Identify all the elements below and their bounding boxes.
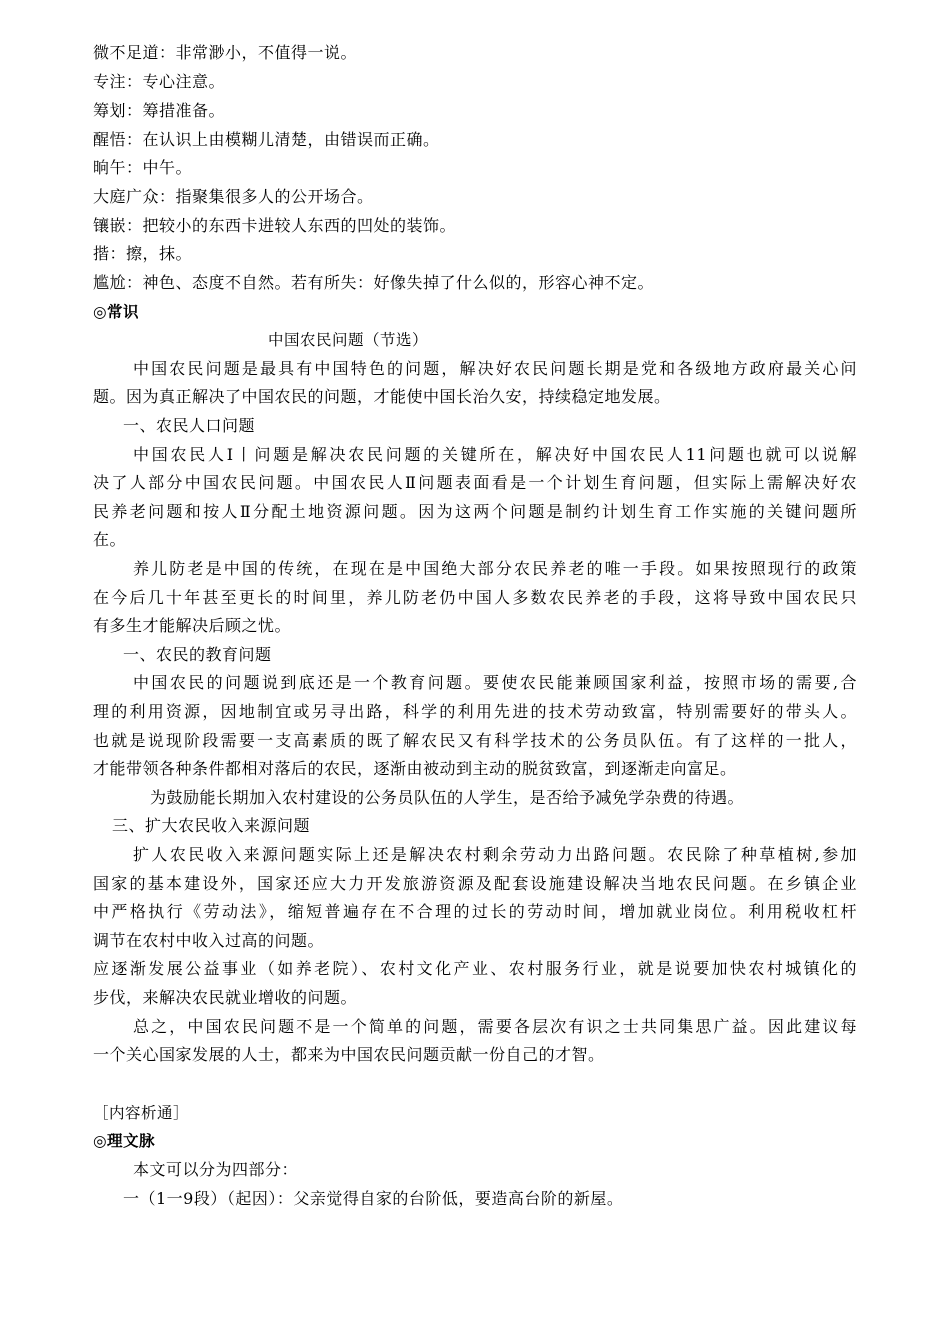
paragraph-line: 在。 [93, 530, 127, 549]
vocab-line: 筹划：筹措准备。 [93, 101, 226, 120]
subheading: 三、扩大农民收入来源问题 [112, 816, 311, 835]
vocab-line: 晌午：中午。 [93, 158, 193, 177]
vocab-line: 专注：专心注意。 [93, 72, 226, 91]
vocab-line: 揩：擦，抹。 [93, 244, 193, 263]
paragraph-line: 题。因为真正解决了中国农民的问题，才能使中国长治久安，持续稳定地发展。 [93, 387, 671, 406]
paragraph-line: 民养老问题和按人Ⅱ分配土地资源问题。因为这两个问题是制约计划生育工作实施的关键问题所 [93, 502, 857, 521]
vocab-line: 尴尬：神色、态度不自然。若有所失：好像失掉了什么似的，形容心神不定。 [93, 273, 655, 292]
paragraph-line: 一个关心国家发展的人士，都来为中国农民问题贡献一份自己的才智。 [93, 1045, 605, 1064]
paragraph-line: 理的利用资源，因地制宜或另寻出路，科学的利用先进的技术劳动致富，特别需要好的带头人。 [93, 702, 857, 721]
vocab-line: 微不足道：非常渺小，不值得一说。 [93, 43, 358, 62]
paragraph-line: 扩人农民收入来源问题实际上还是解决农村剩余劳动力出路问题。农民除了种草植树,参加 [133, 845, 857, 864]
paragraph-line: 为鼓励能长期加入农村建设的公务员队伍的人学生，是否给予减免学杂费的待遇。 [150, 788, 745, 807]
paragraph-line: 调节在农村中收入过高的问题。 [93, 931, 325, 950]
paragraph-line: 应逐渐发展公益事业（如养老院）、农村文化产业、农村服务行业，就是说要加快农村城镇化的 [93, 959, 857, 978]
subheading: 一、农民人口问题 [123, 416, 256, 435]
paragraph-line: 中国农民人I丨问题是解决农民问题的关键所在，解决好中国农民人11问题也就可以说解 [133, 445, 857, 464]
subheading: 一、农民的教育问题 [123, 645, 272, 664]
paragraph-line: 才能带领各种条件都相对落后的农民，逐渐由被动到主动的脱贫致富，到逐渐走向富足。 [93, 759, 737, 778]
paragraph-line: 也就是说现阶段需要一支高素质的既了解农民又有科学技术的公务员队伍。有了这样的一批人， [93, 731, 857, 750]
vocab-line: 大庭广众：指聚集很多人的公开场合。 [93, 187, 374, 206]
section-heading-content: ［内容析通］ [93, 1104, 190, 1122]
section-heading-structure: ◎理文脉 [93, 1132, 156, 1150]
structure-part: 一（1一9段）（起因）：父亲觉得自家的台阶低，要造高台阶的新屋。 [123, 1189, 624, 1208]
article-title: 中国农民问题（节选） [268, 331, 429, 349]
paragraph-line: 决了人部分中国农民问题。中国农民人Ⅱ问题表面看是一个计划生育问题，但实际上需解决好农 [93, 473, 857, 492]
section-heading-common: ◎常识 [93, 303, 140, 321]
paragraph-line: 中国农民的问题说到底还是一个教育问题。要使农民能兼顾国家利益，按照市场的需要,合 [133, 673, 857, 692]
paragraph-line: 在今后几十年甚至更长的时间里，养儿防老仍中国人多数农民养老的手段，这将导致中国农民只 [93, 588, 857, 607]
paragraph-line: 有多生才能解决后顾之忧。 [93, 616, 292, 635]
vocab-line: 镶嵌：把较小的东西卡进较人东西的凹处的装饰。 [93, 216, 457, 235]
paragraph-line: 中严格执行《劳动法》，缩短普遍存在不合理的过长的劳动时间，增加就业岗位。利用税收杠杆 [93, 902, 857, 921]
paragraph-line: 养儿防老是中国的传统，在现在是中国绝大部分农民养老的唯一手段。如果按照现行的政策 [133, 559, 857, 578]
paragraph-line: 中国农民问题是最具有中国特色的问题，解决好农民问题长期是党和各级地方政府最关心问 [133, 359, 857, 378]
paragraph-line: 国家的基本建设外，国家还应大力开发旅游资源及配套设施建设解决当地农民问题。在乡镇企业 [93, 874, 857, 893]
paragraph-line: 步伐，来解决农民就业增收的问题。 [93, 988, 358, 1007]
structure-intro: 本文可以分为四部分： [133, 1160, 299, 1179]
paragraph-line: 总之，中国农民问题不是一个简单的问题，需要各层次有识之士共同集思广益。因此建议每 [133, 1017, 857, 1036]
vocab-line: 醒悟：在认识上由模糊儿清楚，由错误而正确。 [93, 130, 440, 149]
